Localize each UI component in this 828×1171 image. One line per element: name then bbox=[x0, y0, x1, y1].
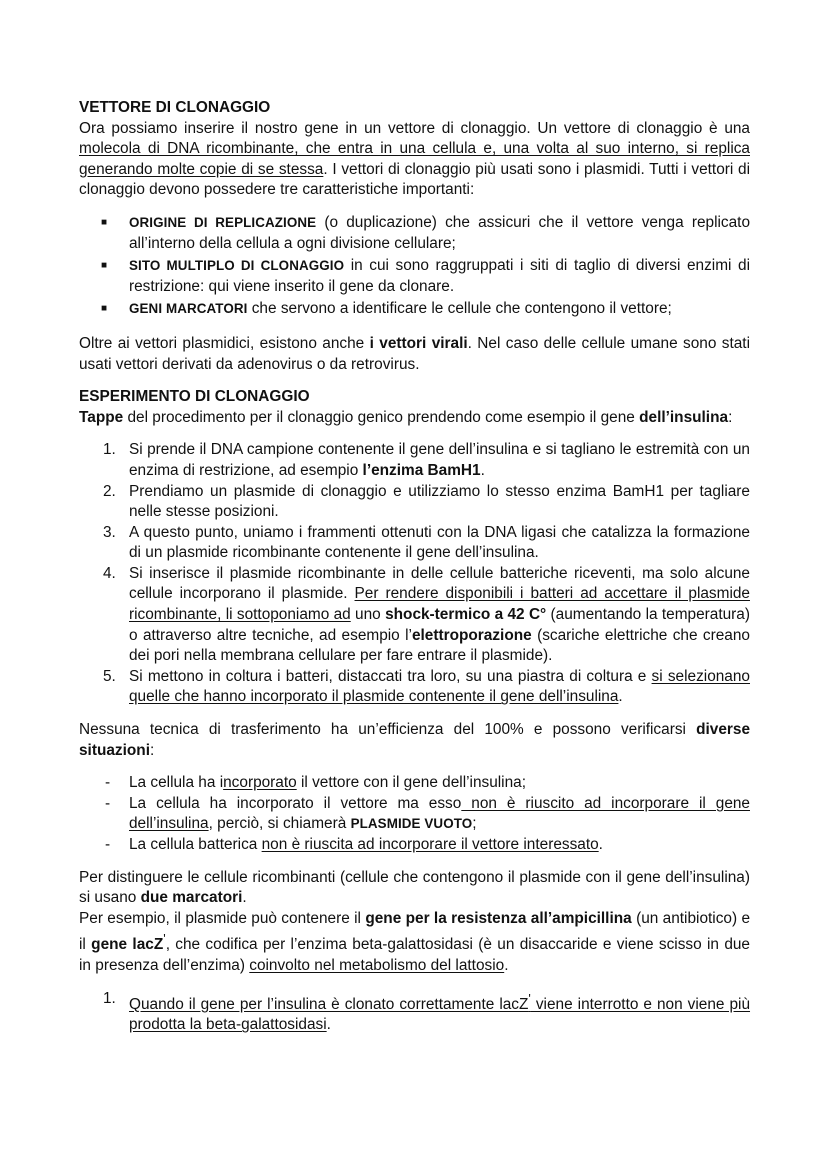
paragraph-esempio-plasmide: Per esempio, il plasmide può contenere il gene per la resistenza all’ampicillina (un antibiotico) e il gene lacZ', che codifica per l’enzima beta-galattosidasi (è un disaccaride e viene scisso in due in presenza dell’enzima) coinvolto nel metabolismo del lattosio. bbox=[79, 909, 751, 975]
section-title-vettore: VETTORE DI CLONAGGIO bbox=[79, 99, 271, 116]
underlined-text: non è riuscita ad incorporare il vettore interessato bbox=[261, 836, 599, 853]
underlined-text: ncorporato bbox=[223, 774, 297, 792]
list-item: ■ ORIGINE DI REPLICAZIONE (o duplicazione) che assicuri che il vettore venga replicato all’interno della cellula a ogni divisione cellulare; bbox=[101, 213, 750, 252]
characteristics-list bbox=[79, 213, 750, 320]
underlined-text: coinvolto nel metabolismo del lattosio bbox=[249, 957, 505, 975]
underlined-text: non è riuscito ad incorporare il gene dell’insulina bbox=[129, 794, 750, 833]
paragraph-marcatori: Per distinguere le cellule ricombinanti (cellule che contengono il plasmide con il gene dell’insulina) si usano due marcatori. bbox=[79, 868, 750, 907]
final-list bbox=[79, 989, 750, 1036]
square-bullet-icon: ■ bbox=[101, 260, 108, 272]
steps-list bbox=[79, 440, 750, 708]
square-bullet-icon: ■ bbox=[101, 216, 108, 228]
list-item: 5. Si mettono in coltura i batteri, distaccati tra loro, su una piastra di coltura e si selezionano quelle che hanno incorporato il plasmide contenente il gene dell’insulina. bbox=[103, 667, 750, 706]
paragraph-vettore-intro: Ora possiamo inserire il nostro gene in un vettore di clonaggio. Un vettore di clonaggio è una molecola di DNA ricombinante, che entra in una cellula e, una volta al suo interno, si replica generando molte copie di se stessa. I vettori di clonaggio più usati sono i plasmidi. Tutti i vettori di clonaggio devono possedere tre caratteristiche importanti: bbox=[79, 119, 750, 199]
list-item: - La cellula ha incorporato il vettore con il gene dell’insulina; bbox=[105, 774, 527, 792]
underlined-text: molecola di DNA ricombinante, che entra in una cellula e, una volta al suo interno, si replica generando molte copie di se stessa bbox=[79, 140, 750, 178]
list-item: 3. A questo punto, uniamo i frammenti ottenuti con la DNA ligasi che catalizza la formazione di un plasmide ricombinante contenente il gene dell’insulina. bbox=[103, 523, 750, 562]
list-item: 1. Quando il gene per l’insulina è clonato correttamente lacZ' viene interrotto e non viene più prodotta la beta-galattosidasi. bbox=[103, 989, 751, 1034]
list-item: 1. Si prende il DNA campione contenente il gene dell’insulina e si tagliano le estremità con un enzima di restrizione, ad esempio l’enzima BamH1. bbox=[103, 441, 750, 479]
list-item: - La cellula batterica non è riuscita ad incorporare il vettore interessato. bbox=[105, 836, 603, 853]
underlined-text: Per rendere disponibili i batteri ad accettare il plasmide ricombinante, li sottoponiamo ad bbox=[129, 585, 750, 624]
list-item: ■ SITO MULTIPLO DI CLONAGGIO in cui sono raggruppati i siti di taglio di diversi enzimi di restrizione: qui viene inserito il gene da clonare. bbox=[101, 257, 751, 295]
underlined-text: si selezionano quelle che hanno incorporato il plasmide contenente il gene dell’insulina bbox=[129, 667, 750, 706]
paragraph-tappe-intro: Tappe del procedimento per il clonaggio genico prendendo come esempio il gene dell’insulina: bbox=[79, 408, 733, 426]
list-item: ■ GENI MARCATORI che servono a identificare le cellule che contengono il vettore; bbox=[79, 299, 750, 320]
list-item: 4. Si inserisce il plasmide ricombinante in delle cellule batteriche riceventi, ma solo alcune cellule incorporano il plasmide. Per rendere disponibili i batteri ad accettare il plasmide ricombinante, li sottoponiamo ad uno shock-termico a 42 C° (aumentando la temperatura) o attraverso altre tecniche, ad esempio l’elettroporazione (scariche elettriche che creano dei pori nella membrana cellulare per fare entrare il plasmide). bbox=[103, 564, 750, 665]
paragraph-vettori-virali: Oltre ai vettori plasmidici, esistono anche i vettori virali. Nel caso delle cellule umane sono stati usati vettori derivati da adenovirus o da retrovirus. bbox=[79, 334, 750, 373]
situations-list bbox=[79, 773, 750, 855]
list-item: - La cellula ha incorporato il vettore ma esso non è riuscito ad incorporare il gene dell’insulina, perciò, si chiamerà PLASMIDE VUOTO; bbox=[105, 794, 750, 833]
list-item: 2. Prendiamo un plasmide di clonaggio e utilizziamo lo stesso enzima BamH1 per tagliare nelle stesse posizioni. bbox=[103, 482, 750, 521]
paragraph-situazioni: Nessuna tecnica di trasferimento ha un’efficienza del 100% e possono verificarsi diverse situazioni: bbox=[79, 721, 750, 759]
section-title-esperimento: ESPERIMENTO DI CLONAGGIO bbox=[79, 388, 310, 406]
square-bullet-icon: ■ bbox=[101, 303, 108, 315]
underlined-text: Quando il gene per l’insulina è clonato correttamente lacZ' viene interrotto e non viene più prodotta la beta-galattosidasi bbox=[129, 990, 751, 1034]
